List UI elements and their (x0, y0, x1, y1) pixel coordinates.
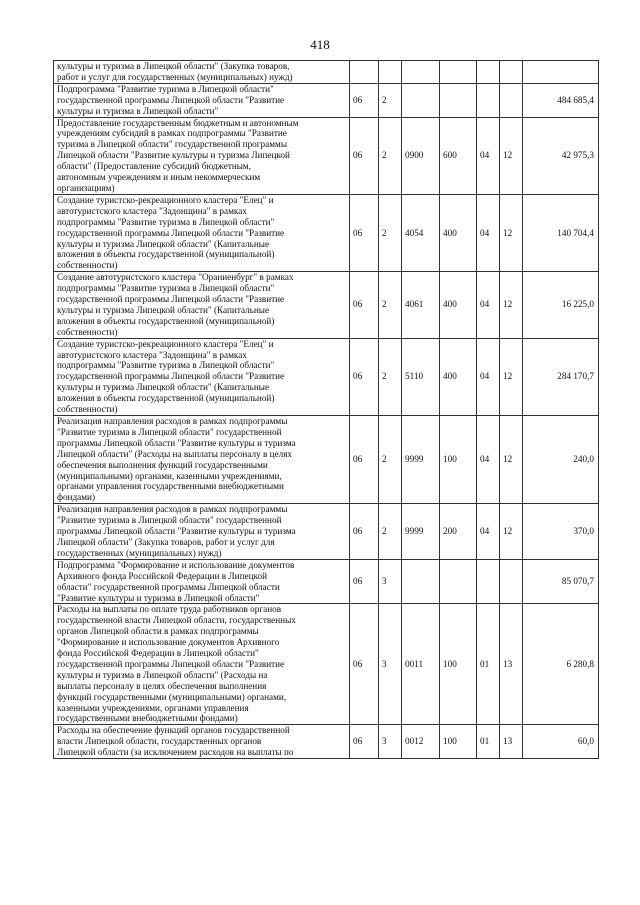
subprogram-code-cell: 3 (379, 559, 402, 604)
program-code-cell: 06 (350, 725, 379, 759)
budget-table-body (54, 61, 599, 759)
program-code-cell: 06 (350, 504, 379, 560)
expense-type-cell: 400 (440, 194, 477, 271)
expense-name-cell: культуры и туризма в Липецкой области" (Закупка товаров, работ и услуг для государственных (муниципальных) нужд) (54, 61, 350, 84)
expense-name-cell: Предоставление государственным бюджетным и автономным учреждениям субсидий в рамках подпрограммы "Развитие туризма в Липецкой области" государственной программы Липецкой области "Развитие культуры и туризма Липецкой области" (Предоставление субсидий бюджетным, автономным учреждениям и иным некоммерческим организациям) (54, 117, 350, 194)
subprogram-code-cell (379, 61, 402, 84)
direction-code-cell: 0900 (402, 117, 440, 194)
subprogram-code-cell: 2 (379, 338, 402, 415)
expense-type-cell (440, 559, 477, 604)
section-cell (477, 61, 500, 84)
section-cell: 01 (477, 725, 500, 759)
program-code-cell: 06 (350, 604, 379, 725)
page-number: 418 (310, 37, 330, 52)
subsection-cell (500, 83, 523, 117)
expense-name-cell: Создание туристско-рекреационного кластера "Елец" и автотуристского кластера "Задонщина" в рамках подпрограммы "Развитие туризма в Липецкой области" государственной программы Липецкой области "Развитие культуры и туризма Липецкой области" (Капитальные вложения в объекты государственной (муниципальной) собственности) (54, 338, 350, 415)
expense-type-cell (440, 61, 477, 84)
expense-type-cell (440, 83, 477, 117)
section-cell: 04 (477, 272, 500, 338)
expense-type-cell: 100 (440, 416, 477, 504)
subsection-cell: 13 (500, 725, 523, 759)
section-cell: 04 (477, 117, 500, 194)
expense-name-cell: Подпрограмма "Развитие туризма в Липецкой области" государственной программы Липецкой области "Развитие культуры и туризма в Липецкой области" (54, 83, 350, 117)
subsection-cell: 12 (500, 194, 523, 271)
section-cell: 04 (477, 504, 500, 560)
program-code-cell: 06 (350, 83, 379, 117)
expense-type-cell: 400 (440, 272, 477, 338)
amount-cell: 140 704,4 (523, 194, 599, 271)
direction-code-cell (402, 83, 440, 117)
direction-code-cell: 0012 (402, 725, 440, 759)
expense-name-cell: Расходы на обеспечение функций органов государственной власти Липецкой области, государственных органов Липецкой области (за исключением расходов на выплаты по (54, 725, 350, 759)
subprogram-code-cell: 2 (379, 117, 402, 194)
section-cell (477, 559, 500, 604)
section-cell (477, 83, 500, 117)
table-row (54, 725, 599, 759)
amount-cell: 60,0 (523, 725, 599, 759)
expense-type-cell: 400 (440, 338, 477, 415)
table-row (54, 504, 599, 560)
direction-code-cell: 0011 (402, 604, 440, 725)
program-code-cell: 06 (350, 194, 379, 271)
direction-code-cell: 9999 (402, 504, 440, 560)
budget-table (53, 60, 599, 759)
subsection-cell (500, 559, 523, 604)
amount-cell: 6 280,8 (523, 604, 599, 725)
subsection-cell: 13 (500, 604, 523, 725)
table-row (54, 416, 599, 504)
expense-name-cell: Реализация направления расходов в рамках подпрограммы "Развитие туризма в Липецкой области" государственной программы Липецкой области "Развитие культуры и туризма Липецкой области" (Закупка товаров, работ и услуг для государственных (муниципальных) нужд) (54, 504, 350, 560)
amount-cell: 85 070,7 (523, 559, 599, 604)
expense-name-cell: Подпрограмма "Формирование и использование документов Архивного фонда Российской Федерации в Липецкой области" государственной программы Липецкой области "Развитие культуры и туризма в Липецкой области" (54, 559, 350, 604)
table-row (54, 604, 599, 725)
section-cell: 04 (477, 338, 500, 415)
section-cell: 04 (477, 416, 500, 504)
direction-code-cell: 9999 (402, 416, 440, 504)
expense-type-cell: 100 (440, 604, 477, 725)
expense-type-cell: 100 (440, 725, 477, 759)
subprogram-code-cell: 2 (379, 272, 402, 338)
program-code-cell: 06 (350, 338, 379, 415)
direction-code-cell: 4054 (402, 194, 440, 271)
expense-name-cell: Создание туристско-рекреационного кластера "Елец" и автотуристского кластера "Задонщина" в рамках подпрограммы "Развитие туризма в Липецкой области" государственной программы Липецкой области "Развитие культуры и туризма Липецкой области" (Капитальные вложения в объекты государственной (муниципальной) собственности) (54, 194, 350, 271)
section-cell: 04 (477, 194, 500, 271)
direction-code-cell (402, 559, 440, 604)
subsection-cell: 12 (500, 338, 523, 415)
expense-name-cell: Реализация направления расходов в рамках подпрограммы "Развитие туризма в Липецкой области" государственной программы Липецкой области "Развитие культуры и туризма Липецкой области" (Расходы на выплаты персоналу в целях обеспечения выполнения функций государственными (муниципальными) органами, казенными учреждениями, органами управления государственными внебюджетными фондами) (54, 416, 350, 504)
amount-cell: 284 170,7 (523, 338, 599, 415)
program-code-cell: 06 (350, 416, 379, 504)
amount-cell: 42 975,3 (523, 117, 599, 194)
expense-type-cell: 600 (440, 117, 477, 194)
subprogram-code-cell: 3 (379, 604, 402, 725)
subsection-cell (500, 61, 523, 84)
program-code-cell (350, 61, 379, 84)
amount-cell: 484 685,4 (523, 83, 599, 117)
amount-cell: 370,0 (523, 504, 599, 560)
table-row (54, 559, 599, 604)
expense-name-cell: Расходы на выплаты по оплате труда работников органов государственной власти Липецкой области, государственных органов Липецкой области в рамках подпрограммы "Формирование и использование документов Архивного фонда Российской Федерации в Липецкой области" государственной программы Липецкой области "Развитие культуры и туризма в Липецкой области" (Расходы на выплаты персоналу в целях обеспечения выполнения функций государственными (муниципальными) органами, казенными учреждениями, органами управления государственными внебюджетными фондами) (54, 604, 350, 725)
direction-code-cell: 4061 (402, 272, 440, 338)
expense-name-cell: Создание автотуристского кластера "Ораниенбург" в рамках подпрограммы "Развитие туризма в Липецкой области" государственной программы Липецкой области "Развитие культуры и туризма Липецкой области" (Капитальные вложения в объекты государственной (муниципальной) собственности) (54, 272, 350, 338)
subsection-cell: 12 (500, 272, 523, 338)
subsection-cell: 12 (500, 416, 523, 504)
subsection-cell: 12 (500, 117, 523, 194)
subsection-cell: 12 (500, 504, 523, 560)
table-row (54, 117, 599, 194)
direction-code-cell (402, 61, 440, 84)
table-row (54, 194, 599, 271)
subprogram-code-cell: 2 (379, 416, 402, 504)
program-code-cell: 06 (350, 559, 379, 604)
table-row (54, 61, 599, 84)
subprogram-code-cell: 3 (379, 725, 402, 759)
direction-code-cell: 5110 (402, 338, 440, 415)
amount-cell: 16 225,0 (523, 272, 599, 338)
section-cell: 01 (477, 604, 500, 725)
expense-type-cell: 200 (440, 504, 477, 560)
table-row (54, 338, 599, 415)
amount-cell: 240,0 (523, 416, 599, 504)
table-row (54, 272, 599, 338)
amount-cell (523, 61, 599, 84)
subprogram-code-cell: 2 (379, 83, 402, 117)
program-code-cell: 06 (350, 117, 379, 194)
program-code-cell: 06 (350, 272, 379, 338)
subprogram-code-cell: 2 (379, 194, 402, 271)
table-row (54, 83, 599, 117)
subprogram-code-cell: 2 (379, 504, 402, 560)
